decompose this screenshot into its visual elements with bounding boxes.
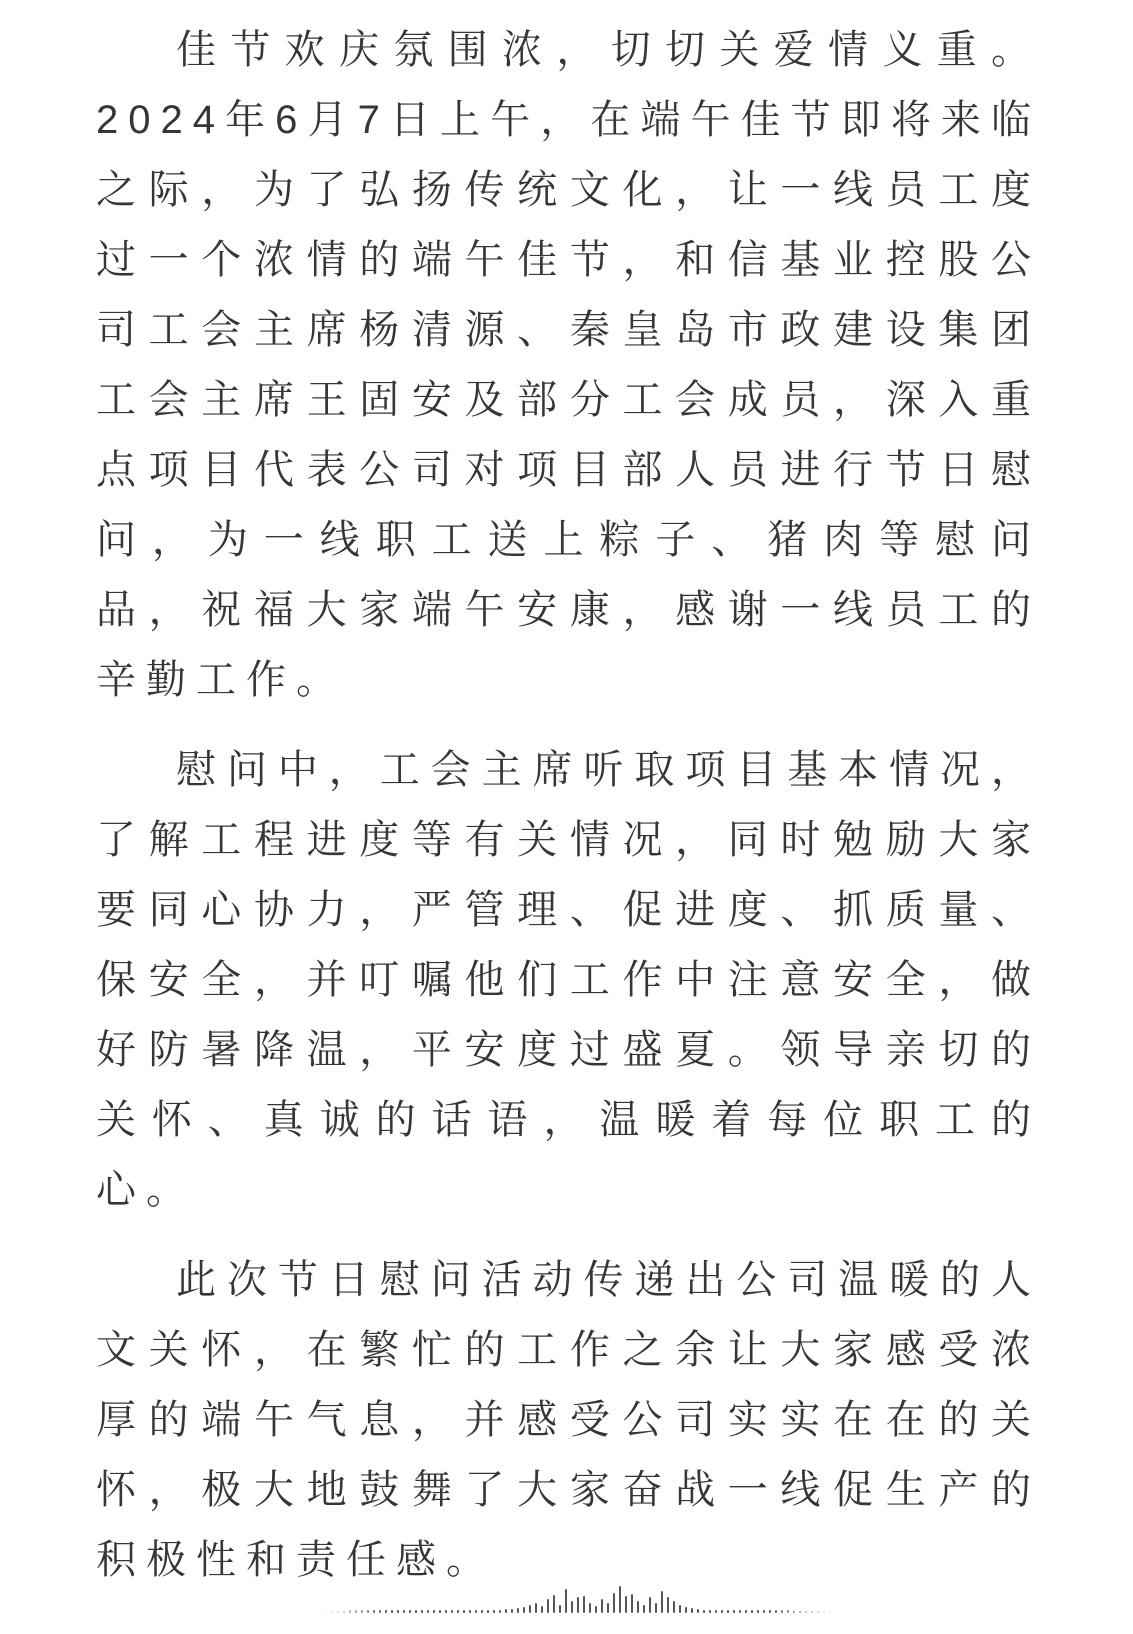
- waveform-bar: [553, 1595, 555, 1613]
- waveform-bar: [649, 1597, 651, 1613]
- waveform-bar: [547, 1599, 549, 1613]
- waveform-bar: [439, 1610, 441, 1613]
- waveform-bar: [511, 1609, 513, 1613]
- waveform-bar: [541, 1606, 543, 1613]
- waveform-bar: [571, 1601, 573, 1613]
- waveform-bar: [661, 1591, 663, 1613]
- waveform-bar: [415, 1610, 417, 1613]
- paragraph-3: 此次节日慰问活动传递出公司温暖的人文关怀，在繁忙的工作之余让大家感受浓厚的端午气息，并感受公司实实在在的关怀，极大地鼓舞了大家奋战一线促生产的积极性和责任感。: [96, 1258, 1041, 1582]
- waveform-bar: [445, 1610, 447, 1613]
- waveform-bar: [595, 1606, 597, 1613]
- waveform-bar: [529, 1605, 531, 1613]
- waveform-bar: [757, 1610, 759, 1613]
- waveform-bar: [715, 1610, 717, 1613]
- waveform-bar: [565, 1589, 567, 1613]
- waveform-bar: [559, 1605, 561, 1613]
- waveform-bar: [775, 1610, 777, 1613]
- waveform-bar: [427, 1610, 429, 1613]
- waveform-bar: [811, 1611, 813, 1613]
- waveform-bar: [535, 1603, 537, 1613]
- waveform-bar: [799, 1611, 801, 1613]
- waveform-bar: [787, 1610, 789, 1613]
- waveform-bar: [385, 1610, 387, 1613]
- waveform-bar: [499, 1610, 501, 1613]
- waveform-bar: [607, 1603, 609, 1613]
- waveform-bar: [817, 1611, 819, 1613]
- waveform-bar: [403, 1610, 405, 1613]
- waveform-bar: [577, 1597, 579, 1613]
- waveform-bar: [373, 1610, 375, 1613]
- waveform-bar: [583, 1596, 585, 1613]
- waveform-bar: [703, 1610, 705, 1613]
- waveform-bar: [601, 1599, 603, 1613]
- waveform-bar: [325, 1611, 327, 1613]
- waveform-bar: [481, 1610, 483, 1613]
- waveform-bar: [463, 1610, 465, 1613]
- waveform-bar: [697, 1609, 699, 1613]
- waveform-bar: [751, 1610, 753, 1613]
- waveform-bar: [367, 1610, 369, 1613]
- waveform-bar: [691, 1608, 693, 1613]
- waveform-bar: [673, 1601, 675, 1613]
- waveform-bar: [829, 1611, 831, 1613]
- waveform-bar: [343, 1611, 345, 1613]
- waveform-bar: [475, 1610, 477, 1613]
- waveform-bar: [379, 1610, 381, 1613]
- waveform-bar: [721, 1610, 723, 1613]
- waveform-bar: [331, 1611, 333, 1613]
- paragraph-1: 佳节欢庆氛围浓，切切关爱情义重。2024年6月7日上午，在端午佳节即将来临之际，为了弘扬传统文化，让一线员工度过一个浓情的端午佳节，和信基业控股公司工会主席杨清源、秦皇岛市政建设集团工会主席王固安及部分工会成员，深入重点项目代表公司对项目部人员进行节日慰问，为一线职工送上粽子、猪肉等慰问品，祝福大家端午安康，感谢一线员工的辛勤工作。: [96, 28, 1041, 702]
- waveform-bar: [769, 1610, 771, 1613]
- waveform-bar: [391, 1610, 393, 1613]
- waveform-bar: [505, 1609, 507, 1613]
- waveform-bar: [421, 1610, 423, 1613]
- paragraph-2: 慰问中，工会主席听取项目基本情况，了解工程进度等有关情况，同时勉励大家要同心协力，严管理、促进度、抓质量、保安全，并叮嘱他们工作中注意安全，做好防暑降温，平安度过盛夏。领导亲切的关怀、真诚的话语，温暖着每位职工的心。: [96, 748, 1041, 1212]
- waveform-bar: [433, 1610, 435, 1613]
- waveform-bar: [823, 1611, 825, 1613]
- waveform-bar: [781, 1610, 783, 1613]
- waveform-bar: [457, 1610, 459, 1613]
- waveform-bar: [319, 1611, 321, 1613]
- waveform-bar: [469, 1610, 471, 1613]
- waveform-bar: [361, 1610, 363, 1613]
- waveform-bar: [679, 1605, 681, 1613]
- waveform-bar: [685, 1607, 687, 1613]
- waveform-bar: [763, 1610, 765, 1613]
- waveform-bar: [487, 1610, 489, 1613]
- waveform-bar: [739, 1610, 741, 1613]
- waveform-bar: [805, 1611, 807, 1613]
- waveform-bar: [655, 1603, 657, 1613]
- waveform-bar: [631, 1594, 633, 1613]
- waveform-bar: [619, 1586, 621, 1613]
- waveform-bar: [625, 1596, 627, 1613]
- waveform-bar: [355, 1610, 357, 1613]
- waveform-bar: [523, 1607, 525, 1613]
- waveform-bar: [409, 1610, 411, 1613]
- waveform-bar: [727, 1610, 729, 1613]
- waveform-bar: [745, 1610, 747, 1613]
- waveform-bar: [589, 1603, 591, 1613]
- waveform-bar: [337, 1611, 339, 1613]
- waveform-bar: [397, 1610, 399, 1613]
- waveform-bar: [349, 1610, 351, 1613]
- waveform-bar: [613, 1593, 615, 1613]
- waveform-bar: [835, 1611, 837, 1613]
- waveform-bar: [733, 1610, 735, 1613]
- waveform-bar: [793, 1611, 795, 1613]
- waveform-bar: [451, 1610, 453, 1613]
- waveform-bar: [643, 1605, 645, 1613]
- waveform-bar: [517, 1608, 519, 1613]
- waveform-bar: [493, 1610, 495, 1613]
- waveform-bar: [637, 1601, 639, 1613]
- waveform-bar: [667, 1597, 669, 1613]
- waveform-bar: [709, 1610, 711, 1613]
- audio-waveform-icon[interactable]: [319, 1583, 837, 1613]
